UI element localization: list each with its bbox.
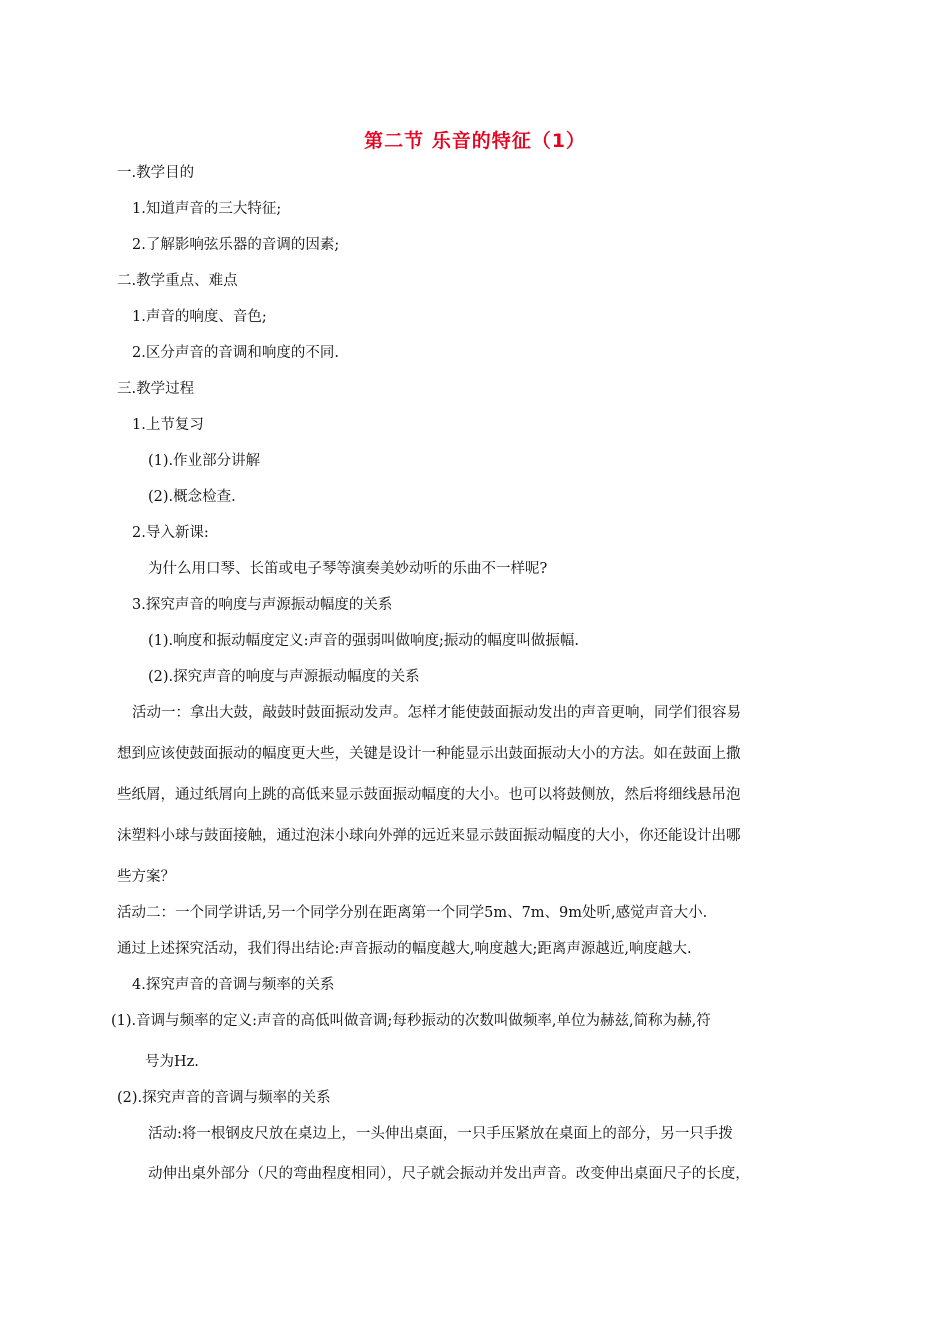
- section-heading-objectives: 一.教学目的: [117, 165, 195, 181]
- sub-list-item: (2).探究声音的音调与频率的关系: [117, 1090, 331, 1106]
- paragraph-line: 些方案？: [117, 869, 175, 885]
- paragraph-line: 活动:将一根钢皮尺放在桌边上，一头伸出桌面，一只手压紧放在桌面上的部分，另一只手拨: [148, 1126, 733, 1142]
- paragraph-line: 些纸屑，通过纸屑向上跳的高低来显示鼓面振动幅度的大小。也可以将鼓侧放，然后将细线悬吊泡: [117, 787, 741, 803]
- paragraph-line: 号为Hz.: [145, 1054, 199, 1070]
- section-heading-process: 三.教学过程: [117, 381, 195, 397]
- page-title: 第二节 乐音的特征（1）: [364, 130, 586, 152]
- sub-list-item: (1).响度和振动幅度定义:声音的强弱叫做响度;振动的幅度叫做振幅.: [148, 633, 580, 649]
- list-item: 1.上节复习: [132, 417, 204, 433]
- paragraph-line: 通过上述探究活动，我们得出结论:声音振动的幅度越大,响度越大;距离声源越近,响度越大.: [117, 941, 692, 957]
- list-item: 1.声音的响度、音色;: [132, 309, 267, 325]
- list-item: 3.探究声音的响度与声源振动幅度的关系: [132, 597, 393, 613]
- list-item: 2.了解影响弦乐器的音调的因素;: [132, 237, 340, 253]
- list-item: 1.知道声音的三大特征;: [132, 201, 282, 217]
- list-item: 2.区分声音的音调和响度的不同.: [132, 345, 339, 361]
- paragraph-line: 沫塑料小球与鼓面接触，通过泡沫小球向外弹的远近来显示鼓面振动幅度的大小，你还能设计出哪: [117, 828, 741, 844]
- sub-list-item: (2).探究声音的响度与声源振动幅度的关系: [148, 669, 420, 685]
- sub-list-item: (1).音调与频率的定义:声音的高低叫做音调;每秒振动的次数叫做频率,单位为赫兹,简称为赫,符: [111, 1013, 711, 1029]
- paragraph-line: 活动一：拿出大鼓，敲鼓时鼓面振动发声。怎样才能使鼓面振动发出的声音更响，同学们很容易: [132, 705, 741, 721]
- paragraph-line: 活动二：一个同学讲话,另一个同学分别在距离第一个同学5m、7m、9m处听,感觉声音大小.: [117, 905, 708, 921]
- sub-list-item: (2).概念检查.: [148, 489, 236, 505]
- list-item: 2.导入新课:: [132, 525, 209, 541]
- paragraph-line: 为什么用口琴、长笛或电子琴等演奏美妙动听的乐曲不一样呢?: [148, 561, 548, 577]
- list-item: 4.探究声音的音调与频率的关系: [132, 977, 335, 993]
- paragraph-line: 想到应该使鼓面振动的幅度更大些，关键是设计一种能显示出鼓面振动大小的方法。如在鼓面上撒: [117, 746, 741, 762]
- paragraph-line: 动伸出桌外部分（尺的弯曲程度相同），尺子就会振动并发出声音。改变伸出桌面尺子的长度，: [148, 1166, 750, 1182]
- sub-list-item: (1).作业部分讲解: [148, 453, 261, 469]
- section-heading-key-points: 二.教学重点、难点: [117, 273, 238, 289]
